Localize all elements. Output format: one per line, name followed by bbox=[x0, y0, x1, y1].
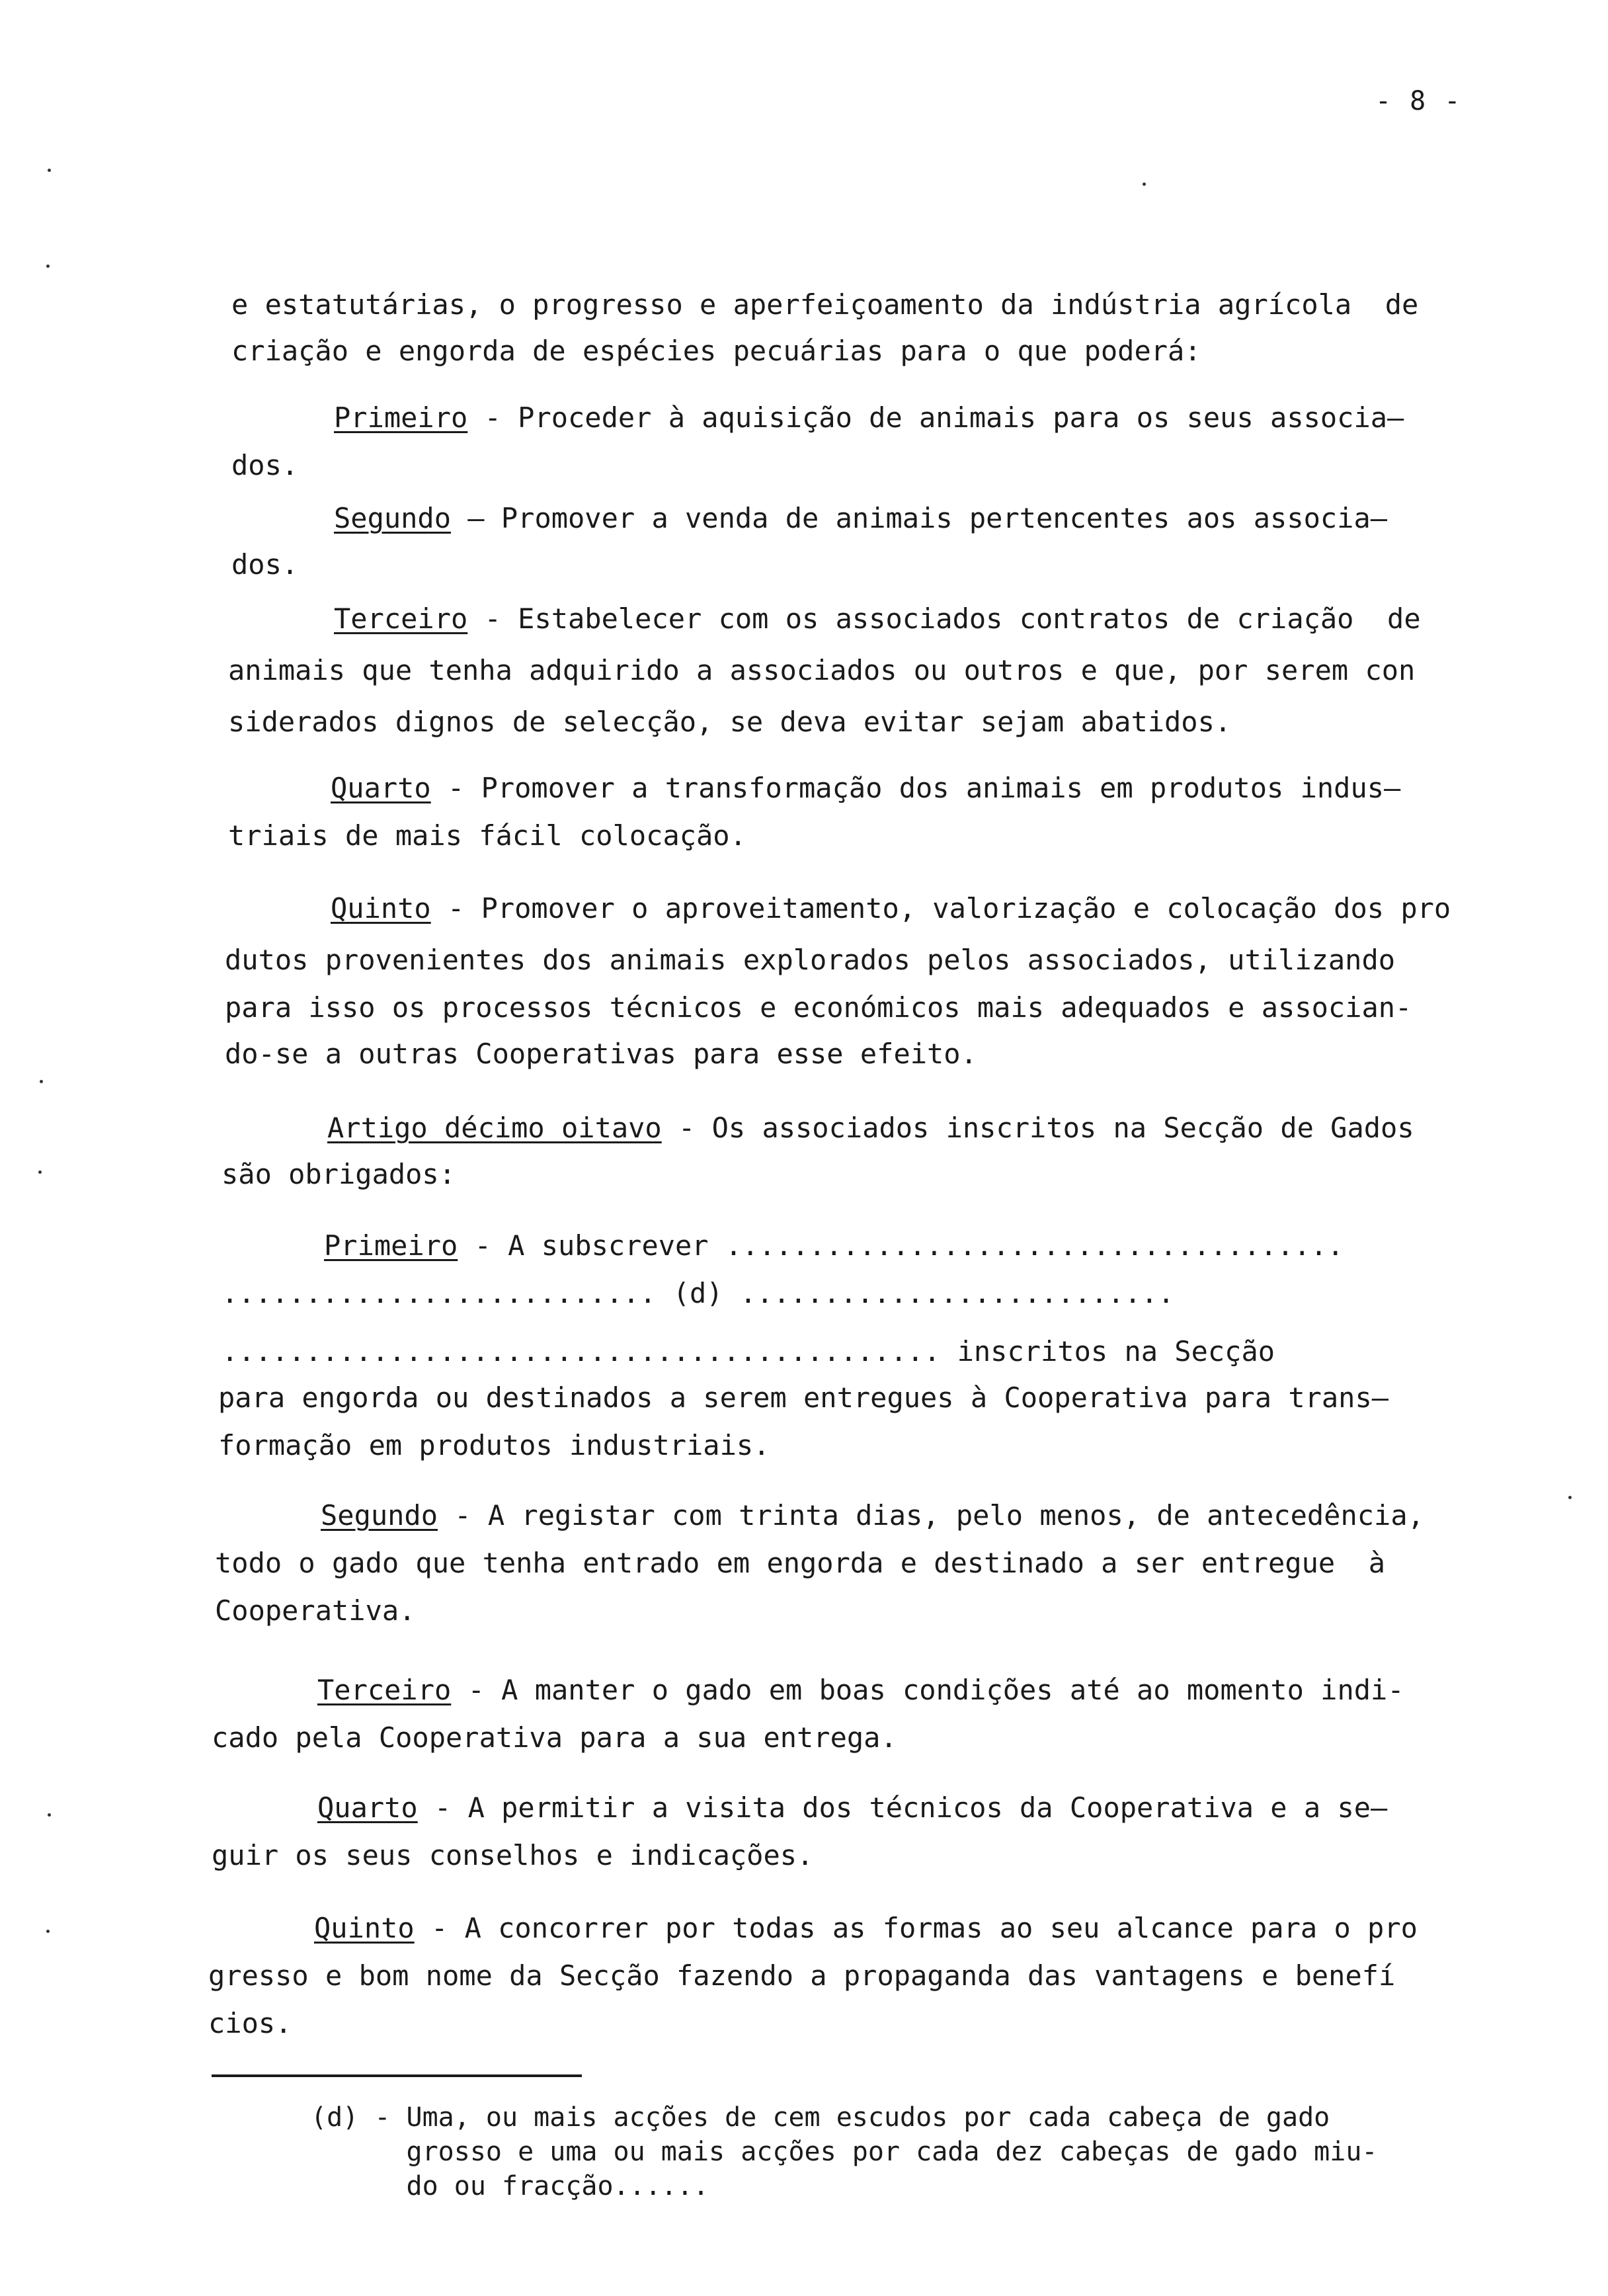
line-text: dutos provenientes dos animais explorados pelos associados, utilizando bbox=[225, 944, 1396, 976]
text-line bbox=[314, 1912, 1418, 1944]
line-text: do-se a outras Cooperativas para esse efeito. bbox=[225, 1038, 977, 1070]
text-line bbox=[212, 1840, 813, 1871]
footnote-rule bbox=[212, 2074, 582, 2077]
text-line bbox=[208, 2008, 292, 2039]
line-text: - Promover o aproveitamento, valorização e colocação dos pro bbox=[430, 892, 1451, 924]
text-line bbox=[225, 992, 1412, 1024]
item-label: Primeiro bbox=[334, 401, 468, 434]
scan-speck bbox=[48, 169, 51, 172]
text-line bbox=[228, 655, 1415, 686]
text-line bbox=[228, 706, 1231, 738]
item-label: Terceiro bbox=[317, 1674, 452, 1706]
line-text: - A permitir a visita dos técnicos da Cooperativa e a se— bbox=[417, 1791, 1388, 1824]
scan-speck bbox=[46, 1930, 50, 1933]
text-line bbox=[231, 549, 298, 581]
text-line bbox=[334, 402, 1404, 434]
item-label: Segundo bbox=[321, 1499, 438, 1532]
text-line bbox=[221, 1278, 1174, 1309]
text-line bbox=[218, 1382, 1388, 1414]
line-text: são obrigados: bbox=[221, 1158, 456, 1190]
line-text: - A subscrever ..................................... bbox=[458, 1229, 1344, 1262]
item-label: Primeiro bbox=[324, 1229, 458, 1262]
scan-speck bbox=[38, 1170, 42, 1174]
line-text: - Os associados inscritos na Secção de Gados bbox=[661, 1112, 1414, 1144]
item-label: Quinto bbox=[314, 1912, 415, 1944]
line-text: todo o gado que tenha entrado em engorda e destinado a ser entregue à bbox=[215, 1547, 1386, 1579]
line-text: - Proceder à aquisição de animais para os seus associa— bbox=[467, 401, 1404, 434]
line-text: para isso os processos técnicos e económicos mais adequados e associan- bbox=[225, 991, 1412, 1024]
footnote-line: grosso e uma ou mais acções por cada dez cabeças de gado miu- bbox=[311, 2137, 1378, 2167]
line-text: e estatutárias, o progresso e aperfeiçoamento da indústria agrícola de bbox=[231, 288, 1419, 321]
line-text: formação em produtos industriais. bbox=[218, 1429, 770, 1461]
text-line bbox=[317, 1674, 1404, 1706]
line-text: animais que tenha adquirido a associados ou outros e que, por serem con bbox=[228, 654, 1416, 686]
text-line bbox=[228, 820, 746, 852]
text-line bbox=[327, 1112, 1414, 1144]
line-text: - A concorrer por todas as formas ao seu alcance para o pro bbox=[414, 1912, 1418, 1944]
line-text: dos. bbox=[231, 449, 299, 481]
line-text: - A manter o gado em boas condições até ao momento indi- bbox=[451, 1674, 1404, 1706]
item-label: Quarto bbox=[331, 772, 431, 804]
line-text: guir os seus conselhos e indicações. bbox=[212, 1839, 814, 1871]
line-text: cado pela Cooperativa para a sua entrega. bbox=[212, 1721, 897, 1754]
line-text: para engorda ou destinados a serem entregues à Cooperativa para trans— bbox=[218, 1381, 1389, 1414]
text-line bbox=[231, 335, 1201, 367]
item-label: Segundo bbox=[334, 502, 452, 534]
line-text: - A registar com trinta dias, pelo menos, de antecedência, bbox=[438, 1499, 1424, 1532]
line-text: gresso e bom nome da Secção fazendo a propaganda das vantagens e benefí bbox=[208, 1959, 1396, 1992]
line-text: triais de mais fácil colocação. bbox=[228, 819, 746, 852]
item-label: Quarto bbox=[317, 1791, 418, 1824]
text-line bbox=[231, 450, 298, 481]
line-text: criação e engorda de espécies pecuárias para o que poderá: bbox=[231, 335, 1201, 367]
line-text: dos. bbox=[231, 548, 299, 581]
item-label: Artigo décimo oitavo bbox=[327, 1112, 662, 1144]
line-text: Cooperativa. bbox=[215, 1594, 416, 1627]
text-line bbox=[221, 1159, 456, 1190]
page-number: - 8 - bbox=[1375, 86, 1462, 116]
text-line bbox=[331, 772, 1400, 804]
scan-speck bbox=[1143, 183, 1146, 186]
item-label: Terceiro bbox=[334, 602, 468, 635]
scan-speck bbox=[40, 1080, 43, 1083]
line-text: .......................... (d) .......................... bbox=[221, 1277, 1175, 1309]
text-line bbox=[218, 1430, 770, 1461]
text-line bbox=[212, 1722, 897, 1754]
text-line bbox=[331, 893, 1451, 924]
line-text: — Promover a venda de animais pertencentes aos associa— bbox=[451, 502, 1388, 534]
text-line bbox=[225, 1038, 977, 1070]
text-line bbox=[221, 1336, 1275, 1368]
text-line bbox=[321, 1500, 1424, 1532]
text-line bbox=[215, 1595, 415, 1627]
scan-speck bbox=[1568, 1496, 1572, 1499]
text-line bbox=[231, 289, 1418, 321]
line-text: - Estabelecer com os associados contratos de criação de bbox=[467, 602, 1421, 635]
scan-speck bbox=[46, 265, 50, 268]
text-line bbox=[324, 1230, 1344, 1262]
line-text: - Promover a transformação dos animais em produtos indus— bbox=[430, 772, 1401, 804]
line-text: cios. bbox=[208, 2007, 292, 2039]
item-label: Quinto bbox=[331, 892, 431, 924]
text-line bbox=[215, 1547, 1385, 1579]
line-text: ........................................... inscritos na Secção bbox=[221, 1335, 1275, 1368]
text-line bbox=[225, 944, 1395, 976]
text-line bbox=[317, 1792, 1387, 1824]
footnote-line: (d) - Uma, ou mais acções de cem escudos por cada cabeça de gado bbox=[311, 2102, 1330, 2133]
scan-speck bbox=[48, 1813, 51, 1817]
text-line bbox=[334, 603, 1421, 635]
footnote-line: do ou fracção...... bbox=[311, 2171, 709, 2201]
line-text: siderados dignos de selecção, se deva evitar sejam abatidos. bbox=[228, 706, 1232, 738]
text-line bbox=[334, 503, 1387, 534]
text-line bbox=[208, 1960, 1395, 1992]
